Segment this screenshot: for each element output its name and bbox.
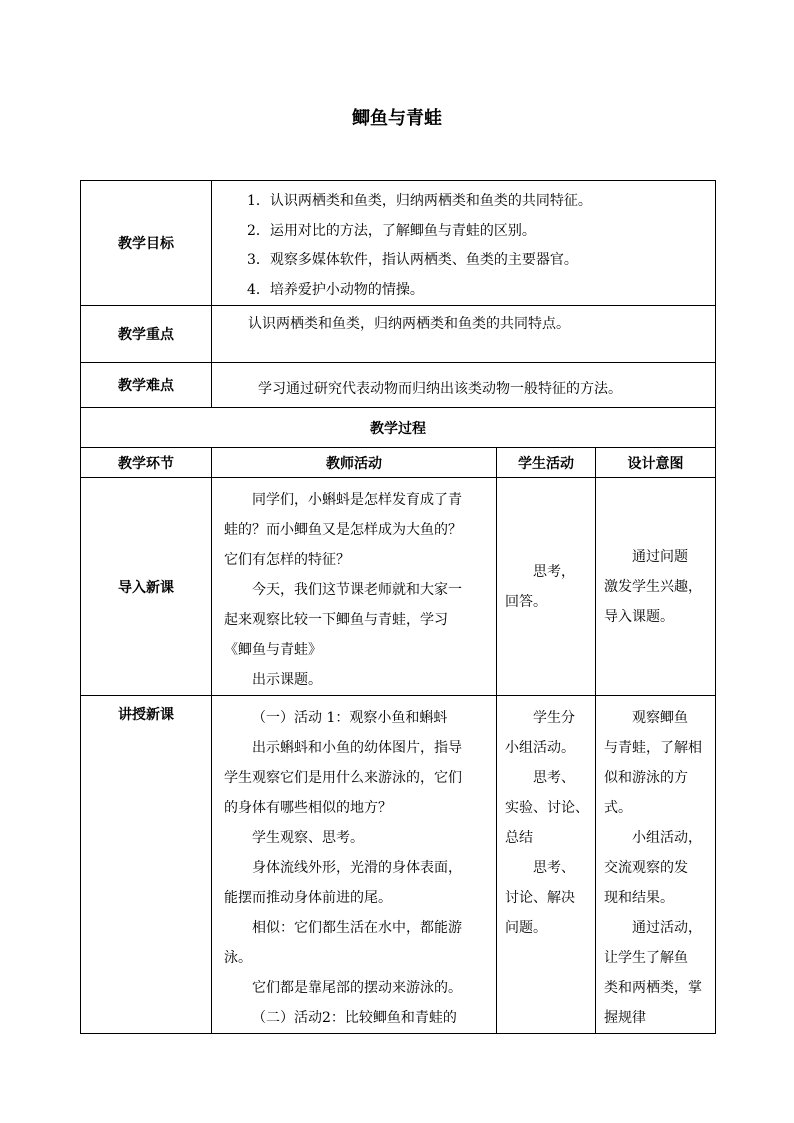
cell-line: 它们都是靠尾部的摆动来游泳的。 (252, 980, 462, 996)
new-lesson-stage: 讲授新课 (81, 696, 212, 1034)
intro-teacher-activity (212, 478, 497, 696)
key-points-row (81, 306, 716, 363)
cell-line: （二）活动2：比较鲫鱼和青蛙的 (252, 1010, 457, 1026)
new-lesson-teacher-activity (212, 696, 497, 1034)
cell-line: 思考、 (533, 770, 575, 786)
cell-line: 出示课题。 (252, 672, 322, 688)
process-title: 教学过程 (81, 408, 716, 448)
difficulties-row (81, 363, 716, 408)
cell-line: 式。 (604, 800, 632, 816)
cell-line: 同学们，小蝌蚪是怎样发育成了青 (252, 492, 462, 508)
cell-line: 交流观察的发 (604, 860, 688, 876)
cell-line: 通过活动， (632, 920, 702, 936)
objective-item: 4．培养爱护小动物的情操。 (247, 281, 424, 298)
objectives-list (212, 181, 716, 306)
cell-line: 能摆而推动身体前进的尾。 (224, 890, 392, 906)
header-stage: 教学环节 (81, 448, 212, 478)
cell-line: 今天，我们这节课老师就和大家一 (252, 582, 462, 598)
cell-line: 出示蝌蚪和小鱼的幼体图片，指导 (252, 740, 462, 756)
difficulties-text: 学习通过研究代表动物而归纳出该类动物一般特征的方法。 (212, 363, 716, 408)
cell-line: 泳。 (224, 950, 252, 966)
objective-item: 3．观察多媒体软件，指认两栖类、鱼类的主要器官。 (247, 252, 578, 268)
header-teacher: 教师活动 (212, 448, 497, 478)
new-lesson-design-intent (596, 696, 716, 1034)
cell-line: 小组活动， (632, 830, 702, 846)
cell-line: 回答。 (505, 593, 547, 610)
cell-line: 讨论、解决 (505, 890, 575, 906)
cell-line: 通过问题 (632, 548, 688, 565)
cell-line: 观察鲫鱼 (632, 710, 688, 726)
new-lesson-student-activity (497, 696, 596, 1034)
header-row (81, 448, 716, 478)
page-title: 鲫鱼与青蛙 (352, 108, 442, 129)
intro-design-intent (596, 478, 716, 696)
cell-line: 似和游泳的方 (604, 770, 688, 786)
cell-line: 导入课题。 (604, 608, 674, 625)
cell-line: 类和两栖类，掌 (604, 980, 702, 996)
cell-line: 思考， (533, 563, 575, 580)
header-design: 设计意图 (596, 448, 716, 478)
cell-line: 身体流线外形，光滑的身体表面， (252, 860, 462, 876)
lesson-plan-table (80, 180, 716, 1034)
cell-line: 思考、 (533, 860, 575, 876)
cell-line: 学生观察、思考。 (252, 830, 364, 846)
cell-line: 握规律 (604, 1010, 646, 1026)
objectives-label: 教学目标 (81, 181, 212, 306)
cell-line: 问题。 (505, 920, 547, 936)
objectives-row (81, 181, 716, 306)
intro-student-activity (497, 478, 596, 696)
key-points-label: 教学重点 (81, 306, 212, 363)
cell-line: 相似：它们都生活在水中，都能游 (252, 920, 462, 936)
difficulties-label: 教学难点 (81, 363, 212, 408)
intro-row (81, 478, 716, 696)
cell-line: 小组活动。 (505, 740, 575, 756)
intro-stage: 导入新课 (81, 478, 212, 696)
cell-line: 学生观察它们是用什么来游泳的，它们 (224, 770, 462, 786)
key-points-text: 认识两栖类和鱼类，归纳两栖类和鱼类的共同特点。 (212, 306, 716, 363)
cell-line: 起来观察比较一下鲫鱼与青蛙，学习 (224, 612, 448, 628)
process-title-row (81, 408, 716, 448)
objective-item: 2．运用对比的方法，了解鲫鱼与青蛙的区别。 (247, 222, 536, 239)
cell-line: 学生分 (533, 710, 575, 726)
cell-line: （一）活动 1：观察小鱼和蝌蚪 (252, 710, 448, 726)
cell-line: 它们有怎样的特征？ (224, 552, 350, 568)
cell-line: 《鲫鱼与青蛙》 (224, 642, 322, 658)
cell-line: 与青蛙，了解相 (604, 740, 702, 756)
cell-line: 激发学生兴趣， (604, 578, 702, 595)
cell-line: 总结 (505, 830, 533, 846)
cell-line: 实验、讨论、 (505, 800, 589, 816)
header-student: 学生活动 (497, 448, 596, 478)
cell-line: 的身体有哪些相似的地方？ (224, 800, 392, 816)
new-lesson-row (81, 696, 716, 1034)
cell-line: 现和结果。 (604, 890, 674, 906)
cell-line: 蛙的？而小鲫鱼又是怎样成为大鱼的？ (224, 522, 462, 538)
cell-line: 让学生了解鱼 (604, 950, 688, 966)
objective-item: 1．认识两栖类和鱼类，归纳两栖类和鱼类的共同特征。 (247, 193, 592, 209)
